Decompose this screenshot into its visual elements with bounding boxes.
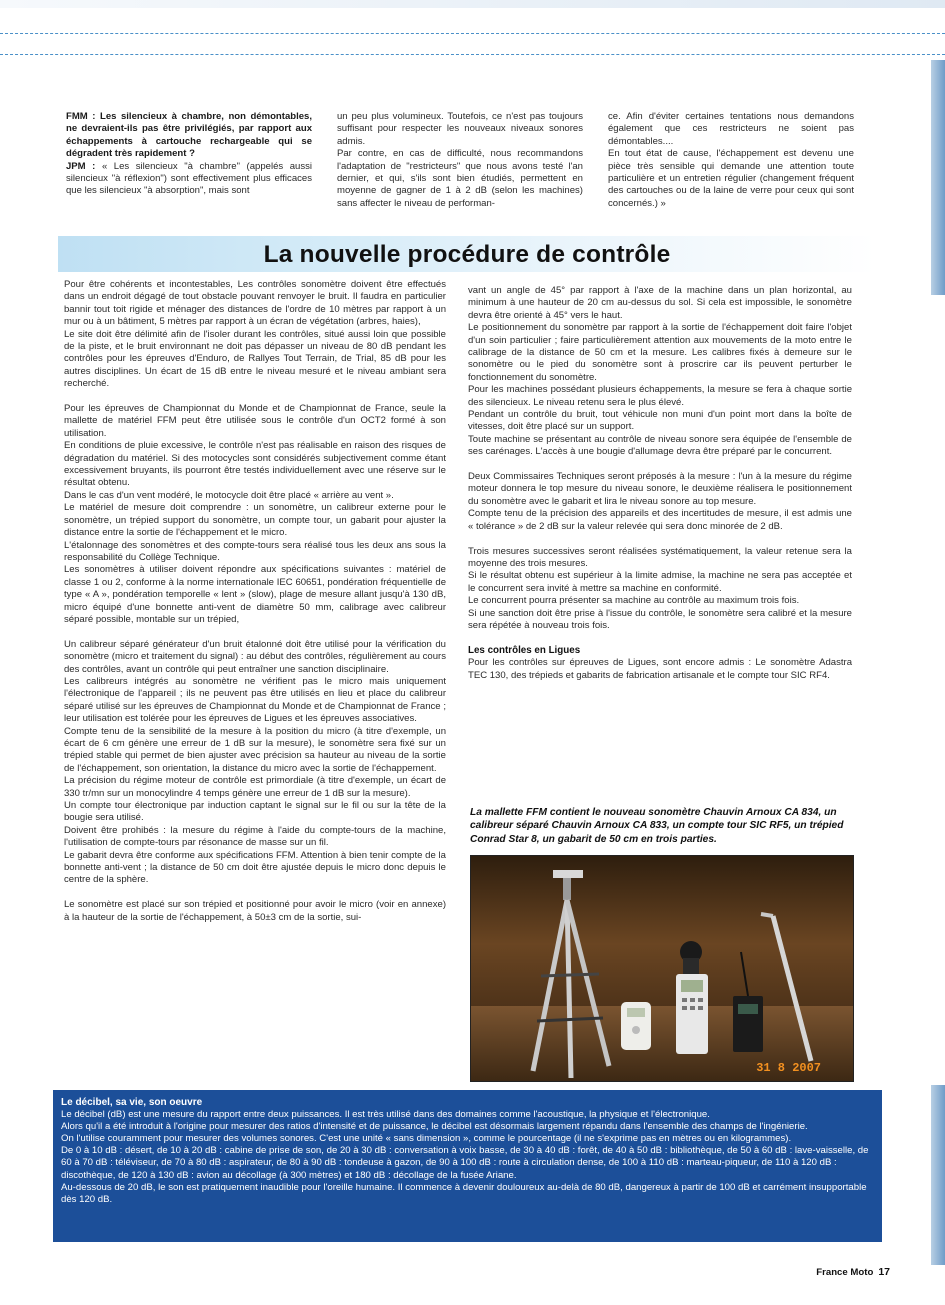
paragraph: Si une sanction doit être prise à l'issue du contrôle, le sonomètre sera calibré et la mesure sera répétée à nouveau trois fois. xyxy=(468,607,852,631)
paragraph: Le gabarit devra être conforme aux spécifications FFM. Attention à bien tenir compte de la bonnette anti-vent ; la distance de 50 cm doit être ajustée depuis le micro donc depuis le centre de la sphère. xyxy=(64,849,446,886)
paragraph: Si le résultat obtenu est supérieur à la limite admise, la machine ne sera pas acceptée et le concurrent sera invité à mettre sa machine en conformité. xyxy=(468,570,852,594)
paragraph: un peu plus volumineux. Toutefois, ce n'est pas toujours suffisant pour respecter les nouveaux niveaux sonores admis. xyxy=(337,111,583,147)
paragraph: Les sonomètres à utiliser doivent répondre aux spécifications suivantes : matériel de classe 1 ou 2, conforme à la norme internationale IEC 60651, pondération fréquentielle de type « A », pondération temporelle « lent » (slow), plage de mesure allant jusqu'à 130 dB, micro équipé d'une bonnette anti-vent de diamètre 50 mm, calibrage avec calibreur séparé possible, montable sur un trépied, xyxy=(64,564,446,625)
paragraph: Pendant un contrôle du bruit, tout véhicule non muni d'un point mort dans la boîte de vitesses, doit être placé sur un support. xyxy=(468,409,852,433)
article-title: La nouvelle procédure de contrôle xyxy=(263,241,671,268)
paragraph: Le concurrent pourra présenter sa machine au contrôle au maximum trois fois. xyxy=(468,595,800,607)
info-paragraph: Alors qu'il a été introduit à l'origine pour mesurer des ratios d'intensité et de puissance, le décibel est désormais largement répandu dans l'ensemble des champs de l'ingénierie. xyxy=(61,1121,808,1133)
dashed-rule-bottom xyxy=(0,54,945,55)
paragraph: L'étalonnage des sonomètres et des compte-tours sera réalisé tous les deux ans sous la responsabilité du Collège Technique. xyxy=(64,539,446,563)
side-band-upper xyxy=(931,60,945,295)
info-paragraph: Au-dessous de 20 dB, le son est pratiquement inaudible pour l'oreille humaine. Il commence à devenir douloureux au-delà de 80 dB, dangereux à partir de 100 dB et carrément insupportable dès 120 dB. xyxy=(61,1181,867,1205)
info-paragraph: On l'utilise couramment pour mesurer des volumes sonores. C'est une unité « sans dimension », comme le pourcentage (il ne s'exprime pas en mètres ou en kilogrammes). xyxy=(61,1133,792,1145)
paragraph: Deux Commissaires Techniques seront préposés à la mesure : l'un à la mesure du régime moteur donnera le top mesure du niveau sonore, le deuxième réalisera le positionnement du sonomètre avec le gabarit et lira le niveau sonore au top mesure. xyxy=(468,471,852,507)
article-column-left xyxy=(64,279,446,924)
paragraph: Compte tenu de la précision des appareils et des incertitudes de mesure, il est admis une « tolérance » de 2 dB sur la valeur relevée qui sera donc minorée de 2 dB. xyxy=(468,508,852,532)
paragraph: Un compte tour électronique par induction captant le signal sur le fil ou sur la tête de la bougie sera utilisé. xyxy=(64,800,446,824)
info-paragraph: De 0 à 10 dB : désert, de 10 à 20 dB : cabine de prise de son, de 20 à 30 dB : conversation à voix basse, de 30 à 40 dB : forêt, de 40 à 50 dB : bibliothèque, de 50 à 60 dB : lave-vaisselle, de 60 à 70 dB : téléviseur, de 70 à 80 dB : aspirateur, de 80 à 90 dB : tondeuse à gazon, de 90 à 100 dB : route à circulation dense, de 100 à 110 dB : marteau-piqueur, de 110 à 120 dB : discothèque, de 120 à 130 dB : avion au décollage (à 300 mètres) et 180 dB : décollage de la fusée Ariane. xyxy=(61,1145,869,1181)
paragraph: En conditions de pluie excessive, le contrôle n'est pas réalisable en raison des risques de dégradation du matériel. Si des motocycles sont considérés subjectivement comme étant excessivement bruyants, ils pourront être testés individuellement avec une réserve sur le résultat obtenu. xyxy=(64,440,446,489)
paragraph: Les calibreurs intégrés au sonomètre ne vérifient pas le micro mais uniquement l'électronique de l'appareil ; ils ne peuvent pas être utilisés en lieu et place du calibreur séparé utilisé sur les épreuves de Championnat du Monde et de Championnat de France ; leur utilisation est tolérée pour les épreuves de Ligues et les épreuves associatives. xyxy=(64,675,446,725)
title-band xyxy=(58,236,876,272)
paragraph: Par contre, en cas de difficulté, nous recommandons l'adaptation de "restricteurs" que nous avons testé l'an dernier, et qui, s'ils sont bien étudiés, permettent en moyenne de gagner de 1 à 2 dB (selon les machines) sans affecter le niveau de performan- xyxy=(337,148,583,209)
photo-date-stamp: 31 8 2007 xyxy=(756,1061,821,1075)
paragraph: Dans le cas d'un vent modéré, le motocycle doit être placé « arrière au vent ». xyxy=(64,489,394,501)
info-paragraph: Le décibel (dB) est une mesure du rapport entre deux puissances. Il est très utilisé dans des domaines comme l'acoustique, la physique et l'électronique. xyxy=(61,1109,710,1121)
paragraph: ce. Afin d'éviter certaines tentations nous demandons également que ces restricteurs ne soient pas démontables.... xyxy=(608,111,854,147)
dashed-rule-top xyxy=(0,33,945,34)
paragraph: Pour les machines possédant plusieurs échappements, la mesure se fera à chaque sortie des silencieux. Le niveau retenu sera le plus élevé. xyxy=(468,384,852,408)
paragraph: Compte tenu de la sensibilité de la mesure à la position du micro (à titre d'exemple, un écart de 6 cm génère une erreur de 1 dB sur la mesure), le sonomètre sera fixé sur un trépied stable qui permet de bien ajuster avec précision sa hauteur au niveau de la sortie de l'échappement, son orientation, la distance du micro avec la sortie de l'échappement. xyxy=(64,725,446,774)
paragraph: Trois mesures successives seront réalisées systématiquement, la valeur retenue sera la moyenne des trois mesures. xyxy=(468,545,852,569)
info-box-heading: Le décibel, sa vie, son oeuvre xyxy=(61,1097,203,1108)
paragraph: Le site doit être délimité afin de l'isoler durant les contrôles, situé aussi loin que possible de la piste, et le bruit environnant ne doit pas dépasser un niveau de 80 dB pendant les contrôles pour les épreuves d'Enduro, de Rallyes Tout Terrain, de Trial, 85 dB pour les autres disciplines. Un écart de 15 dB entre le niveau mesuré et le niveau ambiant sera recherché. xyxy=(64,328,446,390)
magazine-name: France Moto xyxy=(816,1267,874,1278)
equipment-photo-illustration xyxy=(471,856,854,1082)
paragraph: vant un angle de 45° par rapport à l'axe de la machine dans un plan horizontal, au minimum à une hauteur de 20 cm au-dessus du sol. Si cela est impossible, le sonomètre devra être orienté à 45° vers le haut. xyxy=(468,285,852,321)
equipment-photo xyxy=(470,855,854,1082)
answer-label: JPM : xyxy=(66,160,96,172)
section-heading-ligues: Les contrôles en Ligues xyxy=(468,644,581,656)
page-footer xyxy=(816,1266,890,1278)
article-column-right xyxy=(468,285,852,682)
paragraph: Toute machine se présentant au contrôle de niveau sonore sera équipée de l'ensemble de ses carénages. L'accès à une bougie d'allumage devra être préparé par le concurrent. xyxy=(468,433,852,458)
paragraph: Le positionnement du sonomètre par rapport à la sortie de l'échappement doit faire l'objet d'un soin particulier ; faire particulièrement attention aux mouvements de la moto entre le calibrage de la distance de 50 cm et la mesure. Les calibres fixés à demeure sur le sonomètre ou le pied du sonomètre sont à proscrire car ils peuvent perturber le fonctionnement du sonomètre. xyxy=(468,322,852,383)
paragraph: Pour les contrôles sur épreuves de Ligues, sont encore admis : Le sonomètre Adastra TEC 130, des trépieds et gabarits de fabrication artisanale et le compte tour SIC RF4. xyxy=(468,657,852,681)
top-band xyxy=(0,0,945,8)
paragraph: Un calibreur séparé générateur d'un bruit étalonné doit être utilisé pour la vérification du sonomètre (micro et traitement du signal) : au début des contrôles, régulièrement au cours des contrôles, avant un contrôle qui peut entraîner une sanction disciplinaire. xyxy=(64,638,446,675)
interview-column-3 xyxy=(608,111,854,210)
question-text: Les silencieux à chambre, non démontables, ne devraient-ils pas être privilégiés, par rapport aux échappements à cartouche rechargeable qui se dégradent très rapidement ? xyxy=(66,111,313,160)
paragraph: Pour les épreuves de Championnat du Monde et de Championnat de France, seule la mallette de matériel FFM peut être utilisée sous le contrôle d'un OCT2 formé à son utilisation. xyxy=(64,403,446,439)
page-number: 17 xyxy=(878,1266,890,1278)
paragraph: En tout état de cause, l'échappement est devenu une pièce très sensible qui demande une attention toute particulière et un entretien régulier (changement fréquent des cartouches ou de la laine de verre pour ceux qui sont concernés.) » xyxy=(608,148,854,209)
paragraph: Le sonomètre est placé sur son trépied et positionné pour avoir le micro (voir en annexe) à la hauteur de la sortie de l'échappement, à 50±3 cm de la sortie, sui- xyxy=(64,899,446,923)
question-label: FMM : xyxy=(66,111,96,122)
paragraph: La précision du régime moteur de contrôle est primordiale (à titre d'exemple, un écart de 330 tr/mn sur un monocylindre 4 temps génère une erreur de 1 dB sur la mesure). xyxy=(64,775,446,799)
calibrator xyxy=(621,1002,651,1050)
paragraph: Pour être cohérents et incontestables, Les contrôles sonomètre doivent être effectués dans un endroit dégagé de tout obstacle pouvant renvoyer le bruit. Il faudra en particulier bannir tout toit rigide et ménager des distances de l'ordre de 10 mètres par rapport à un mur ou à un bâtiment, 5 mètres par rapport à un écran de végétation (arbres, haies), xyxy=(64,279,446,328)
answer-text: « Les silencieux "à chambre" (appelés aussi silencieux "à réflexion") sont effectivement plus efficaces que les silencieux "à absorption", mais sont xyxy=(66,160,313,197)
interview-column-1 xyxy=(66,111,312,198)
decibel-info-box xyxy=(53,1090,882,1242)
paragraph: Le matériel de mesure doit comprendre : un sonomètre, un calibreur externe pour le sonomètre, un trépied support du sonomètre, un compte tour, un gabarit pour ajuster la distance entre la sortie de l'échappement et le micro. xyxy=(64,502,446,539)
photo-caption: La mallette FFM contient le nouveau sonomètre Chauvin Arnoux CA 834, un calibreur séparé Chauvin Arnoux CA 833, un compte tour SIC RF5, un trépied Conrad Star 8, un gabarit de 50 cm en trois parties. xyxy=(470,807,844,845)
side-band-lower xyxy=(931,1085,945,1265)
interview-column-2 xyxy=(337,111,583,210)
paragraph: Doivent être prohibés : la mesure du régime à l'aide du compte-tours de la machine, l'utilisation de compte-tours par résonance de masse sur un fil. xyxy=(64,824,446,849)
